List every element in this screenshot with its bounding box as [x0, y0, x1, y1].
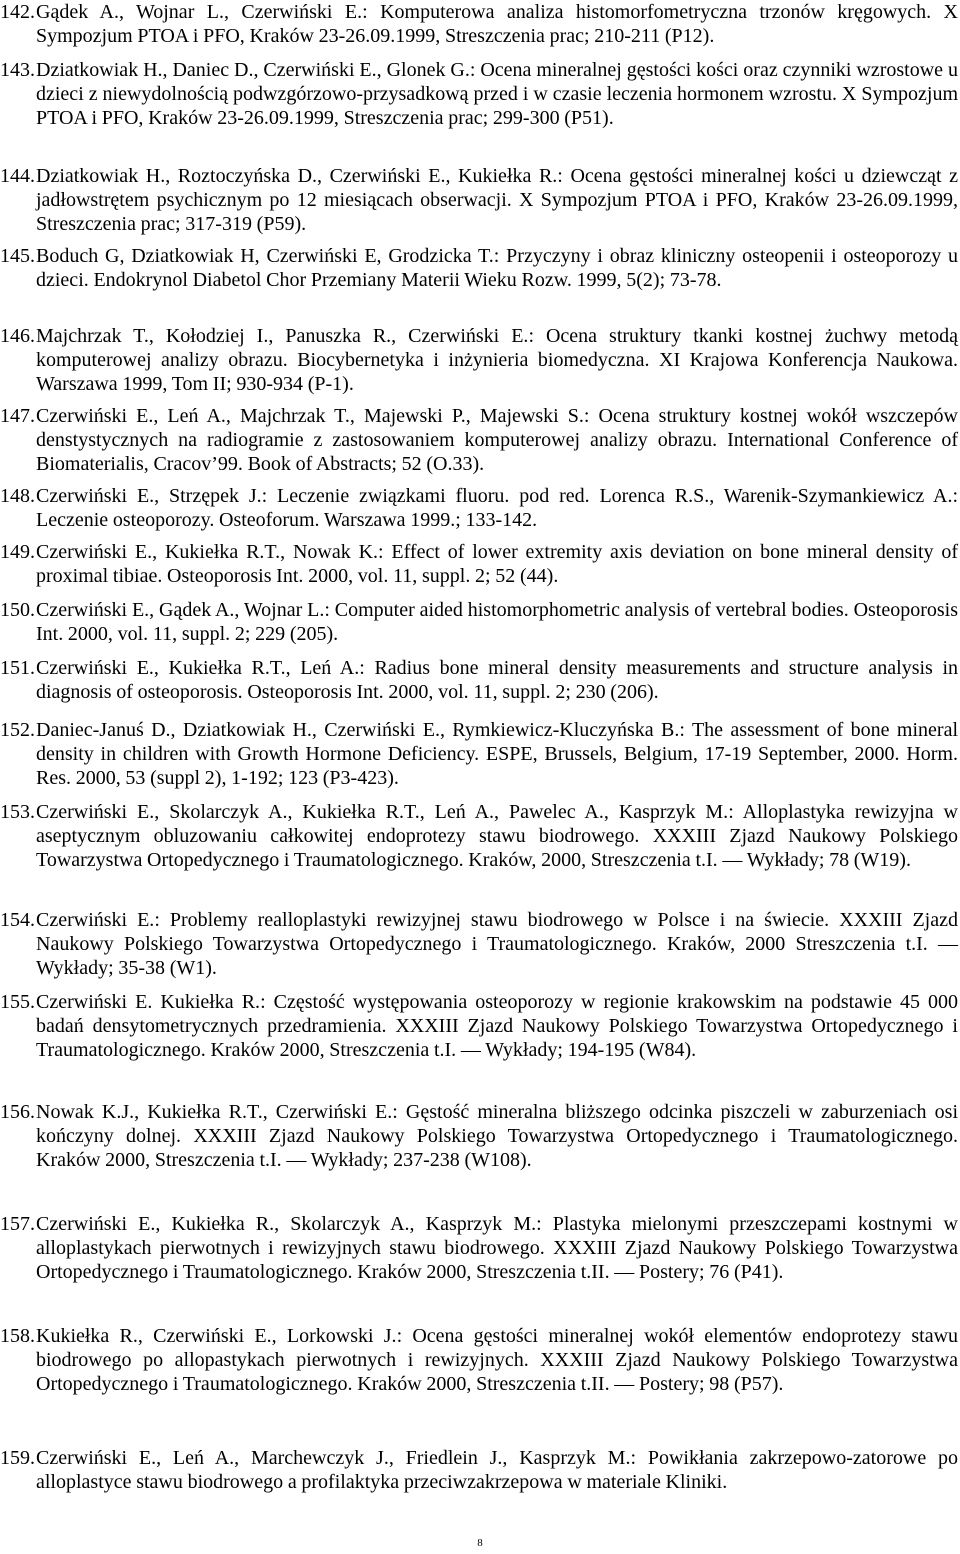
reference-number: 156 . — [0, 1100, 36, 1124]
reference-text: Gęstość mineralna bliższego odcinka piszczeli w zaburzeniach osi kończyny dolnej. XXXIII Zjazd Naukowy Polskiego Towarzystwa Ortopedycznego i Traumatologicznego. Kraków 2000, Streszczenia t.I. — Wykłady; 237-238 (W108). — [36, 1101, 959, 1172]
reference-item — [0, 404, 958, 477]
reference-item — [0, 1212, 958, 1285]
reference-number: 147 . — [0, 404, 36, 428]
reference-item — [0, 484, 958, 532]
reference-text: Leczenie związkami fluoru. pod red. Lorenca R.S., Warenik-Szymankiewicz A.: Leczenie osteoporozy. Osteoforum. Warszawa 1999.; 133-142. — [36, 485, 959, 532]
reference-authors: Nowak K.J., Kukiełka R.T., Czerwiński E. : — [36, 1101, 398, 1123]
reference-number: 151 . — [0, 656, 36, 680]
reference-authors: Czerwiński E., Gądek A., Wojnar L. : — [36, 599, 330, 621]
reference-text: Problemy realloplastyki rewizyjnej stawu biodrowego w Polsce i na świecie. XXXIII Zjazd Naukowy Polskiego Towarzystwa Ortopedycznego i Traumatologicznego. Kraków, 2000 Streszczenia t.I. — Wykłady; 35-38 (W1). — [36, 909, 958, 980]
reference-item — [0, 908, 958, 981]
reference-text: Częstość występowania osteoporozy w regionie krakowskim na podstawie 45 000 badań densytometrycznych przedramienia. XXXIII Zjazd Naukowy Polskiego Towarzystwa Ortopedycznego i Traumatologicznego. Kraków 2000, Streszczenia t.I. — Wykłady; 194-195 (W84). — [36, 991, 959, 1062]
reference-text: Ocena gęstości mineralnej kości u dziewcząt z jadłowstrętem psychicznym po 12 miesiącach obserwacji. X Sympozjum PTOA i PFO, Kraków 23-26.09.1999, Streszczenia prac; 317-319 (P59). — [36, 165, 959, 236]
reference-item — [0, 324, 958, 397]
reference-item — [0, 1100, 958, 1173]
reference-text: Plastyka mielonymi przeszczepami kostnymi w alloplastykach pierwotnych i rewizyjnych stawu biodrowego. XXXIII Zjazd Naukowy Polskiego Towarzystwa Ortopedycznego i Traumatologicznego. Kraków 2000, Streszczenia t.II. — Postery; 76 (P41). — [36, 1213, 958, 1284]
reference-number: 159 . — [0, 1446, 36, 1470]
reference-authors: Kukiełka R., Czerwiński E., Lorkowski J. : — [36, 1325, 402, 1347]
reference-number: 142 . — [0, 0, 36, 24]
reference-text: The assessment of bone mineral density in children with Growth Hormone Deficiency. ESPE, Brussels, Belgium, 17-19 September, 2000. Horm. Res. 2000, 53 (suppl 2), 1-192; 123 (P3-423). — [36, 719, 959, 790]
reference-item — [0, 800, 958, 873]
reference-number: 149 . — [0, 540, 36, 564]
reference-number: 143 . — [0, 58, 36, 82]
reference-authors: Czerwiński E. : — [36, 909, 160, 931]
reference-authors: Czerwiński E., Kukiełka R.T., Leń A. : — [36, 657, 365, 679]
reference-authors: Dziatkowiak H., Roztoczyńska D., Czerwiński E., Kukiełka R. : — [36, 165, 563, 187]
reference-authors: Majchrzak T., Kołodziej I., Panuszka R., Czerwiński E. : — [36, 325, 534, 347]
reference-item — [0, 1446, 958, 1494]
reference-authors: Czerwiński E. Kukiełka R. : — [36, 991, 266, 1013]
reference-item — [0, 656, 958, 704]
reference-authors: Dziatkowiak H., Daniec D., Czerwiński E., Glonek G. : — [36, 59, 475, 81]
reference-number: 158 . — [0, 1324, 36, 1348]
reference-authors: Boduch G, Dziatkowiak H, Czerwiński E, Grodzicka T. : — [36, 245, 499, 267]
reference-item — [0, 244, 958, 292]
reference-text: Przyczyny i obraz kliniczny osteopenii i osteoporozy u dzieci. Endokrynol Diabetol Chor Przemiany Materii Wieku Rozw. 1999, 5(2); 73-78. — [36, 245, 959, 292]
reference-text: Ocena gęstości mineralnej wokół elementów endoprotezy stawu biodrowego po allopastykach pierwotnych i rewizyjnych. XXXIII Zjazd Naukowy Polskiego Towarzystwa Ortopedycznego i Traumatologicznego. Kraków 2000, Streszczenia t.II. — Postery; 98 (P57). — [36, 1325, 959, 1396]
reference-text: Komputerowa analiza histomorfometryczna trzonów kręgowych. X Sympozjum PTOA i PFO, Kraków 23-26.09.1999, Streszczenia prac; 210-211 (P12). — [36, 1, 958, 48]
reference-authors: Gądek A., Wojnar L., Czerwiński E. : — [36, 1, 368, 23]
reference-text: Radius bone mineral density measurements and structure analysis in diagnosis of osteoporosis. Osteoporosis Int. 2000, vol. 11, suppl. 2; 230 (206). — [36, 657, 959, 704]
reference-text: Powikłania zakrzepowo-zatorowe po alloplastyce stawu biodrowego a profilaktyka przeciwzakrzepowa w materiale Kliniki. — [36, 1447, 959, 1494]
page-number: 8 — [477, 1537, 483, 1549]
reference-number: 146 . — [0, 324, 36, 348]
reference-number: 148 . — [0, 484, 36, 508]
reference-authors: Czerwiński E., Kukiełka R.T., Nowak K. : — [36, 541, 384, 563]
reference-number: 154 . — [0, 908, 36, 932]
reference-text: Ocena mineralnej gęstości kości oraz czynniki wzrostowe u dzieci z niewydolnością podwzgórzowo-przysadkową przed i w czasie leczenia hormonem wzrostu. X Sympozjum PTOA i PFO, Kraków 23-26.09.1999, Streszczenia prac; 299-300 (P51). — [36, 59, 958, 130]
reference-text: Ocena struktury tkanki kostnej żuchwy metodą komputerowej analizy obrazu. Biocybernetyka i inżynieria biomedyczna. XI Krajowa Konferencja Naukowa. Warszawa 1999, Tom II; 930-934 (P-1). — [36, 325, 958, 396]
reference-text: Computer aided histomorphometric analysis of vertebral bodies. Osteoporosis Int. 2000, vol. 11, suppl. 2; 229 (205). — [36, 599, 959, 646]
reference-text: Alloplastyka rewizyjna w aseptycznym obluzowaniu całkowitej endoprotezy stawu biodrowego. XXXIII Zjazd Naukowy Polskiego Towarzystwa Ortopedycznego i Traumatologicznego. Kraków, 2000, Streszczenia t.I. — Wykłady; 78 (W19). — [36, 801, 958, 872]
reference-authors: Daniec-Januś D., Dziatkowiak H., Czerwiński E., Rymkiewicz-Kluczyńska B. : — [36, 719, 685, 741]
reference-authors: Czerwiński E., Leń A., Marchewczyk J., Friedlein J., Kasprzyk M. : — [36, 1447, 636, 1469]
reference-number: 153 . — [0, 800, 36, 824]
reference-item — [0, 990, 958, 1063]
reference-authors: Czerwiński E., Skolarczyk A., Kukiełka R.T., Leń A., Pawelec A., Kasprzyk M. : — [36, 801, 734, 823]
reference-item — [0, 164, 958, 237]
reference-number: 157 . — [0, 1212, 36, 1236]
reference-number: 152 . — [0, 718, 36, 742]
reference-number: 155 . — [0, 990, 36, 1014]
reference-text: Ocena struktury kostnej wokół wszczepów denstystycznych na radiogramie z zastosowaniem komputerowej analizy obrazu. International Conference of Biomaterialis, Cracov’99. Book of Abstracts; 52 (O.33). — [36, 405, 958, 476]
reference-text: Effect of lower extremity axis deviation on bone mineral density of proximal tibiae. Osteoporosis Int. 2000, vol. 11, suppl. 2; 52 (44). — [36, 541, 958, 588]
reference-authors: Czerwiński E., Leń A., Majchrzak T., Majewski P., Majewski S. : — [36, 405, 589, 427]
reference-item — [0, 598, 958, 646]
reference-number: 145 . — [0, 244, 36, 268]
reference-authors: Czerwiński E., Strzępek J. : — [36, 485, 267, 507]
reference-number: 144 . — [0, 164, 36, 188]
reference-authors: Czerwiński E., Kukiełka R., Skolarczyk A., Kasprzyk M. : — [36, 1213, 542, 1235]
reference-item — [0, 1324, 958, 1397]
reference-number: 150 . — [0, 598, 36, 622]
reference-item — [0, 718, 958, 791]
reference-item — [0, 540, 958, 588]
reference-item — [0, 0, 958, 48]
reference-item — [0, 58, 958, 131]
